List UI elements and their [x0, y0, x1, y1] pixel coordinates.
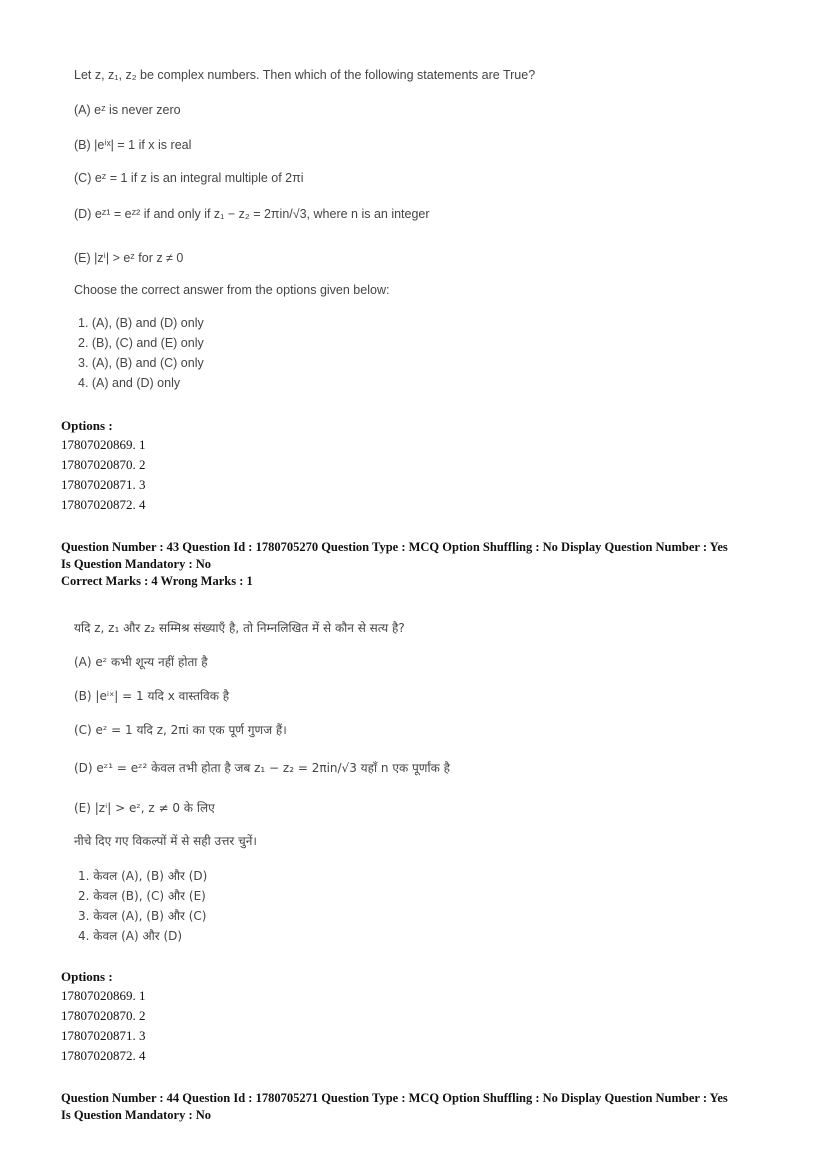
q43-option-4: 17807020872. 4 — [61, 1048, 146, 1063]
q43-statement-e: (E) |zⁱ| > eᶻ, z ≠ 0 के लिए — [74, 801, 215, 815]
q43-option-3: 17807020871. 3 — [61, 1028, 146, 1043]
q42-option-4: 17807020872. 4 — [61, 497, 146, 512]
q43-statement-b: (B) |eⁱˣ| = 1 यदि x वास्तविक है — [74, 689, 230, 703]
q42-statement-a: (A) eᶻ is never zero — [74, 103, 181, 117]
q43-option-2: 17807020870. 2 — [61, 1008, 146, 1023]
q42-choice-4: 4. (A) and (D) only — [78, 376, 181, 390]
q43-choice-1: 1. केवल (A), (B) और (D) — [78, 869, 208, 883]
q43-statement-a: (A) eᶻ कभी शून्य नहीं होता है — [74, 655, 208, 669]
q43-meta-line-2: Is Question Mandatory : No — [61, 557, 212, 571]
q42-option-1: 17807020869. 1 — [61, 437, 146, 452]
q42-choice-1: 1. (A), (B) and (D) only — [78, 316, 204, 330]
q43-option-1: 17807020869. 1 — [61, 988, 146, 1003]
q43-options-header: Options : — [61, 969, 113, 984]
q43-choice-4: 4. केवल (A) और (D) — [78, 929, 183, 943]
q43-meta-line-3: Correct Marks : 4 Wrong Marks : 1 — [61, 574, 253, 588]
q43-choose-instruction: नीचे दिए गए विकल्पों में से सही उत्तर चुनें। — [74, 834, 257, 848]
q44-meta-line-1: Question Number : 44 Question Id : 1780705271 Question Type : MCQ Option Shuffling : No Display Question Number : Yes — [61, 1091, 728, 1105]
q42-choice-3: 3. (A), (B) and (C) only — [78, 356, 204, 370]
q42-stem: Let z, z₁, z₂ be complex numbers. Then which of the following statements are True? — [74, 68, 536, 82]
q42-option-2: 17807020870. 2 — [61, 457, 146, 472]
q42-statement-c: (C) eᶻ = 1 if z is an integral multiple of 2πi — [74, 171, 304, 185]
q43-choice-2: 2. केवल (B), (C) और (E) — [78, 889, 206, 903]
q42-statement-e: (E) |zⁱ| > eᶻ for z ≠ 0 — [74, 251, 184, 265]
q43-choice-3: 3. केवल (A), (B) और (C) — [78, 909, 207, 923]
q42-choice-2: 2. (B), (C) and (E) only — [78, 336, 204, 350]
q42-options-header: Options : — [61, 418, 113, 433]
q44-meta-line-2: Is Question Mandatory : No — [61, 1108, 212, 1122]
q42-option-3: 17807020871. 3 — [61, 477, 146, 492]
q42-statement-b: (B) |eⁱˣ| = 1 if x is real — [74, 138, 192, 152]
q42-statement-d: (D) eᶻ¹ = eᶻ² if and only if z₁ − z₂ = 2πin/√3, where n is an integer — [74, 207, 430, 221]
q43-statement-c: (C) eᶻ = 1 यदि z, 2πi का एक पूर्ण गुणज हैं। — [74, 723, 287, 737]
q43-stem: यदि z, z₁ और z₂ सम्मिश्र संख्याएँ है, तो निम्नलिखित में से कौन से सत्य है? — [74, 621, 405, 635]
q43-meta-line-1: Question Number : 43 Question Id : 1780705270 Question Type : MCQ Option Shuffling : No Display Question Number : Yes — [61, 540, 728, 554]
q43-statement-d: (D) eᶻ¹ = eᶻ² केवल तभी होता है जब z₁ − z₂ = 2πin/√3 यहाँ n एक पूर्णांक है — [74, 761, 450, 775]
q42-choose-instruction: Choose the correct answer from the options given below: — [74, 283, 390, 297]
